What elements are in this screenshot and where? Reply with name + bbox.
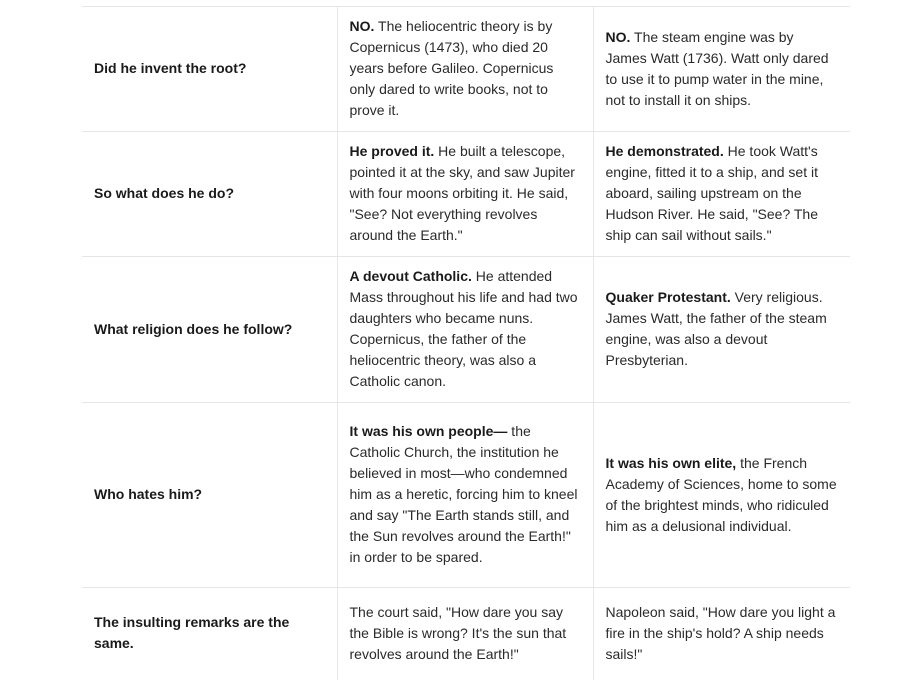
fulton-cell [593, 7, 850, 132]
fulton-text: Napoleon said, "How dare you light a fire in the ship's hold? A ship needs sails!" [605, 603, 836, 662]
fulton-lead: It was his own elite, [605, 454, 737, 471]
row-question: So what does he do? [82, 132, 337, 257]
fulton-text: The steam engine was by James Watt (1736). Watt only dared to use it to pump water in the mine, not to install it on ships. [605, 28, 829, 108]
galileo-cell [337, 7, 593, 132]
fulton-text: the French Academy of Sciences, home to some of the brightest minds, who ridiculed him as a delusional individual. [605, 454, 837, 534]
galileo-cell [337, 132, 593, 257]
fulton-cell [593, 403, 850, 588]
galileo-lead: It was his own people— [349, 423, 508, 439]
galileo-cell [337, 588, 593, 680]
table-row [82, 257, 850, 403]
table-row [82, 403, 850, 588]
table-row [82, 588, 850, 680]
fulton-text: Very religious. James Watt, the father of the steam engine, was also a devout Presbyterian. [605, 289, 827, 368]
fulton-cell [593, 132, 850, 257]
fulton-lead: He demonstrated. [605, 143, 724, 159]
row-question: Did he invent the root? [82, 7, 337, 132]
galileo-text: The heliocentric theory is by Copernicus (1473), who died 20 years before Galileo. Copernicus only dared to write books, not to prove it. [349, 18, 554, 118]
galileo-text: He attended Mass throughout his life and had two daughters who became nuns. Copernicus, the father of the heliocentric theory, was also a Catholic canon. [349, 268, 578, 389]
fulton-cell [593, 257, 850, 403]
galileo-text: He built a telescope, pointed it at the sky, and saw Jupiter with four moons orbiting it. He said, "See? Not everything revolves around the Earth." [349, 143, 575, 243]
comparison-table-container [82, 6, 850, 680]
galileo-text: the Catholic Church, the institution he believed in most—who condemned him as a heretic, forcing him to kneel and say "The Earth stands still, and the Sun revolves around the Earth!" in order to be spared. [349, 423, 578, 565]
galileo-cell [337, 257, 593, 403]
row-question: Who hates him? [82, 403, 337, 588]
comparison-table [82, 6, 850, 680]
galileo-lead: He proved it. [349, 143, 435, 159]
table-row [82, 7, 850, 132]
row-question: The insulting remarks are the same. [94, 614, 290, 652]
fulton-cell [593, 588, 850, 680]
galileo-lead: NO. [349, 18, 375, 34]
galileo-text: The court said, "How dare you say the Bible is wrong? It's the sun that revolves around the Earth!" [349, 603, 567, 662]
fulton-lead: NO. [605, 28, 631, 45]
fulton-text: He took Watt's engine, fitted it to a ship, and set it aboard, sailing upstream on the Hudson River. He said, "See? The ship can sail without sails." [605, 143, 818, 243]
row-question: What religion does he follow? [82, 257, 337, 403]
table-row [82, 132, 850, 257]
galileo-cell [337, 403, 593, 588]
galileo-lead: A devout Catholic. [349, 268, 472, 284]
fulton-lead: Quaker Protestant. [605, 289, 731, 305]
